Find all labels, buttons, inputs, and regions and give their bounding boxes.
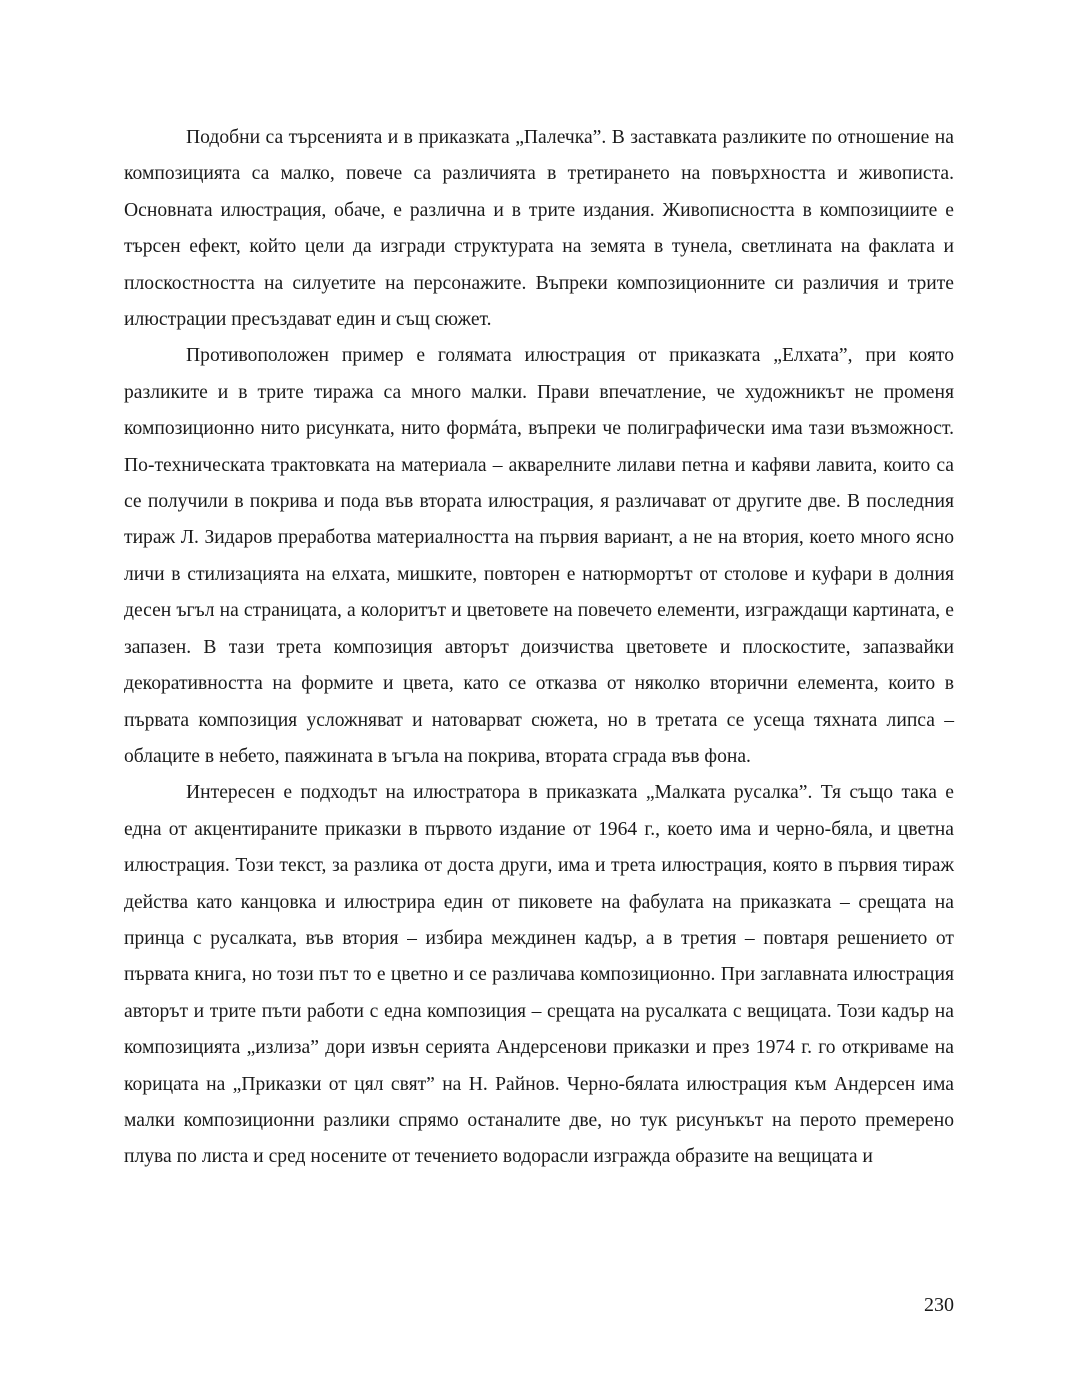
page-number: 230 xyxy=(924,1294,954,1316)
paragraph-malkata-rusalka: Интересен е подходът на илюстратора в приказката „Малката русалка”. Тя също така е една от акцентираните приказки в първото издание от 1964 г., което има и черно-бяла, и цветна илюстрация. Този текст, за разлика от доста други, има и трета илюстрация, която в първия тираж действа като канцовка и илюстрира един от пиковете на фабулата на приказката – срещата на принца с русалката, във втория – избира междинен кадър, а в третия – повтаря решението от първата книга, но този път то е цветно и се различава композиционно. При заглавната илюстрация авторът и трите пъти работи с една композиция – срещата на русалката с вещицата. Този кадър на композицията „излиза” дори извън серията Андерсенови приказки и през 1974 г. го откриваме на корицата на „Приказки от цял свят” на Н. Райнов. Черно-бялата илюстрация към Андерсен има малки композиционни разлики спрямо останалите две, но тук рисунъкът на перото премерено плува по листа и сред носените от течението водорасли изгражда образите на вещицата и xyxy=(124,782,954,1168)
paragraph-elhata: Противоположен пример е голямата илюстрация от приказката „Елхата”, при която разликите и в трите тиража са много малки. Прави впечатление, че художникът не променя композиционно нито рисунката, нито формáта, въпреки че полиграфически има тази възможност. По-техническата трактовката на материала – акварелните лилави петна и кафяви лавита, които са се получили в покрива и пода във втората илюстрация, я различават от другите две. В последния тираж Л. Зидаров преработва материалността на първия вариант, а не на втория, което много ясно личи в стилизацията на елхата, мишките, повторен е натюрмортът от столове и куфари в долния десен ъгъл на страницата, а колоритът и цветовете на повечето елементи, изграждащи картината, е запазен. В тази трета композиция авторът доизчиства цветовете и плоскостите, запазвайки декоративността на формите и цвета, като се отказва от няколко вторични елемента, които в първата композиция усложняват и натоварват сюжета, но в третата се усеща тяхната липса – облаците в небето, паяжината в ъгъла на покрива, втората сграда във фона. xyxy=(124,345,954,767)
page-body xyxy=(124,120,954,1176)
paragraph-palechka: Подобни са търсенията и в приказката „Палечка”. В заставката разликите по отношение на композицията са малко, повече са различията в третирането на повърхността и живописта. Основната илюстрация, обаче, е различна и в трите издания. Живописността в композициите е търсен ефект, който цели да изгради структурата на земята в тунела, светлината на факлата и плоскостността на силуетите на персонажите. Въпреки композиционните си различия и трите илюстрации пресъздават един и същ сюжет. xyxy=(124,127,954,331)
